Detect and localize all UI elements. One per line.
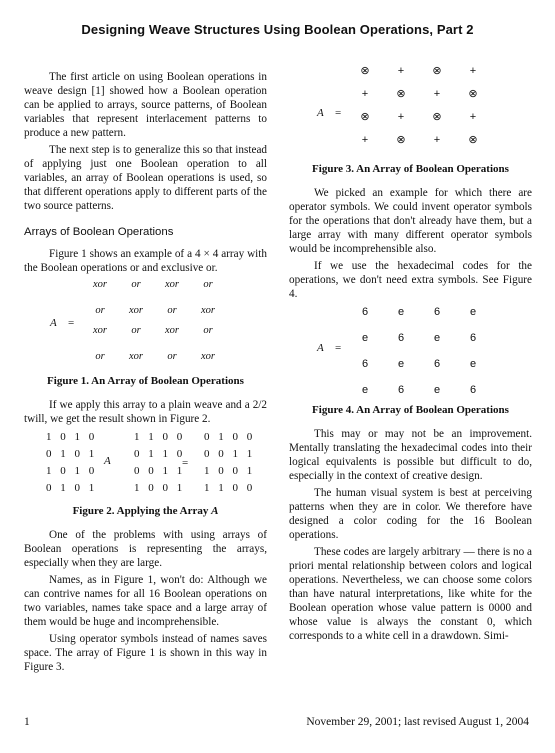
bit-row: 1 1 0 0 — [204, 482, 256, 494]
figure-4-array — [289, 305, 532, 397]
bit-row: 1 0 0 1 — [134, 482, 186, 494]
paragraph: If we use the hexadecimal codes for the operations, we don't need extra symbols. See Figure 4. — [289, 260, 532, 300]
figure-2-operation — [24, 430, 267, 498]
paragraph: One of the problems with using arrays of Boolean operations is representing the arrays, especially when they are large. — [24, 529, 267, 569]
equals-sign: = — [68, 317, 75, 329]
matrix-cell: e — [433, 384, 441, 396]
paragraph: This may or may not be an improvement. Mentally translating the hexadecimal codes into their logical equivalents is possible but difficult to do, especially in the context of creative design. — [289, 428, 532, 482]
matrix-cell: or — [131, 279, 141, 290]
bit-row: 0 1 0 1 — [46, 448, 98, 460]
paragraph: Using operator symbols instead of names saves space. The array of Figure 1 is shown in this way in Figure 3. — [24, 633, 267, 673]
array-label: A — [317, 107, 324, 119]
matrix-cell: + — [433, 134, 441, 146]
paragraph: The human visual system is best at perceiving patterns when they are in color. We therefore have designed a color coding for the 16 Boolean operations. — [289, 487, 532, 541]
matrix-cell: 6 — [433, 358, 441, 370]
matrix-cell: xor — [165, 279, 179, 290]
matrix-cell: + — [433, 88, 441, 100]
left-column — [24, 70, 267, 677]
matrix-cell: 6 — [469, 384, 477, 396]
matrix-cell: or — [131, 325, 141, 336]
matrix-cell: e — [469, 306, 477, 318]
matrix-cell: 6 — [361, 358, 369, 370]
bit-row: 0 1 0 1 — [46, 482, 98, 494]
matrix-cell: or — [203, 279, 213, 290]
paragraph-figure1-intro: Figure 1 shows an example of a 4 × 4 array with the Boolean operations or and exclusive or. — [24, 248, 267, 274]
matrix-cell: e — [361, 332, 369, 344]
figure-3-array — [289, 64, 532, 156]
matrix-cell: or — [203, 325, 213, 336]
footer-date: November 29, 2001; last revised August 1, 2004 — [306, 716, 529, 728]
figure-caption: Figure 3. An Array of Boolean Operations — [312, 163, 509, 175]
equals-sign: = — [182, 457, 189, 469]
paragraph: These codes are largely arbitrary — there is no a priori mental relationship between colors and logical operations. Nevertheless, we can choose some colors than have natural interpretations, like white for the Boolean operation whose value pattern is 0000 and whose value is always the constant 0, which corresponds to a white cell in a drawdown. Simi- — [289, 546, 532, 642]
page-number: 1 — [24, 716, 30, 728]
matrix-cell: e — [433, 332, 441, 344]
matrix-cell: + — [361, 134, 369, 146]
matrix-cell: e — [397, 358, 405, 370]
matrix-cell: 6 — [397, 384, 405, 396]
array-label: A — [50, 317, 57, 329]
matrix-cell: ⊗ — [360, 65, 370, 77]
matrix-cell: e — [469, 358, 477, 370]
equals-sign: = — [335, 107, 342, 119]
matrix-cell: + — [397, 111, 405, 123]
matrix-cell: + — [397, 65, 405, 77]
paragraph: We picked an example for which there are operator symbols. We could invent operator symbols for the operations that don't already have them, but a large array with many different operator symbols would be incomprehensible also. — [289, 187, 532, 255]
figure-caption: Figure 2. Applying the Array A — [72, 505, 219, 517]
matrix-cell: ⊗ — [396, 88, 406, 100]
matrix-cell: ⊗ — [360, 111, 370, 123]
array-label: A — [317, 342, 324, 354]
bit-row: 0 1 0 0 — [204, 431, 256, 443]
paragraph: Names, as in Figure 1, won't do: Although we can contrive names for all 16 Boolean operations on two variables, names take space and a large array of them would be huge and incomprehensible. — [24, 574, 267, 628]
figure-caption: Figure 4. An Array of Boolean Operations — [312, 404, 509, 416]
section-heading: Arrays of Boolean Operations — [24, 226, 174, 238]
matrix-cell: 6 — [469, 332, 477, 344]
matrix-cell: xor — [93, 279, 107, 290]
matrix-cell: or — [95, 305, 105, 316]
figure-caption: Figure 1. An Array of Boolean Operations — [47, 375, 244, 387]
matrix-cell: xor — [93, 325, 107, 336]
matrix-cell: ⊗ — [432, 65, 442, 77]
page-title: Designing Weave Structures Using Boolean Operations, Part 2 — [81, 22, 474, 37]
right-column — [289, 64, 532, 646]
matrix-cell: + — [469, 111, 477, 123]
matrix-cell: or — [167, 305, 177, 316]
matrix-cell: + — [361, 88, 369, 100]
matrix-cell: e — [397, 306, 405, 318]
figure-1-array — [24, 278, 267, 368]
bit-row: 1 0 1 0 — [46, 465, 98, 477]
matrix-cell: or — [95, 351, 105, 362]
array-label: A — [104, 455, 111, 467]
matrix-cell: xor — [201, 351, 215, 362]
paragraph: The next step is to generalize this so that instead of applying just one Boolean operation to all variables, an array of Boolean operations is used, so that different operations apply to different parts of the two source patterns. — [24, 144, 267, 212]
paragraph: The first article on using Boolean operations in weave design [1] showed how a Boolean operation can be applied to arrays, source patterns, of Boolean variables that represent interlacement patterns to produce a new pattern. — [24, 71, 267, 139]
bit-row: 1 1 0 0 — [134, 431, 186, 443]
bit-row: 0 0 1 1 — [204, 448, 256, 460]
matrix-cell: xor — [129, 351, 143, 362]
matrix-cell: 6 — [433, 306, 441, 318]
paragraph: If we apply this array to a plain weave and a 2/2 twill, we get the result shown in Figure 2. — [24, 399, 267, 425]
matrix-cell: ⊗ — [468, 88, 478, 100]
matrix-cell: or — [167, 351, 177, 362]
matrix-cell: e — [361, 384, 369, 396]
bit-row: 0 1 1 0 — [134, 448, 186, 460]
matrix-cell: xor — [165, 325, 179, 336]
bit-row: 0 0 1 1 — [134, 465, 186, 477]
matrix-cell: xor — [201, 305, 215, 316]
matrix-cell: ⊗ — [432, 111, 442, 123]
bit-row: 1 0 1 0 — [46, 431, 98, 443]
matrix-cell: xor — [129, 305, 143, 316]
matrix-cell: 6 — [361, 306, 369, 318]
matrix-cell: + — [469, 65, 477, 77]
equals-sign: = — [335, 342, 342, 354]
matrix-cell: 6 — [397, 332, 405, 344]
matrix-cell: ⊗ — [468, 134, 478, 146]
bit-row: 1 0 0 1 — [204, 465, 256, 477]
matrix-cell: ⊗ — [396, 134, 406, 146]
